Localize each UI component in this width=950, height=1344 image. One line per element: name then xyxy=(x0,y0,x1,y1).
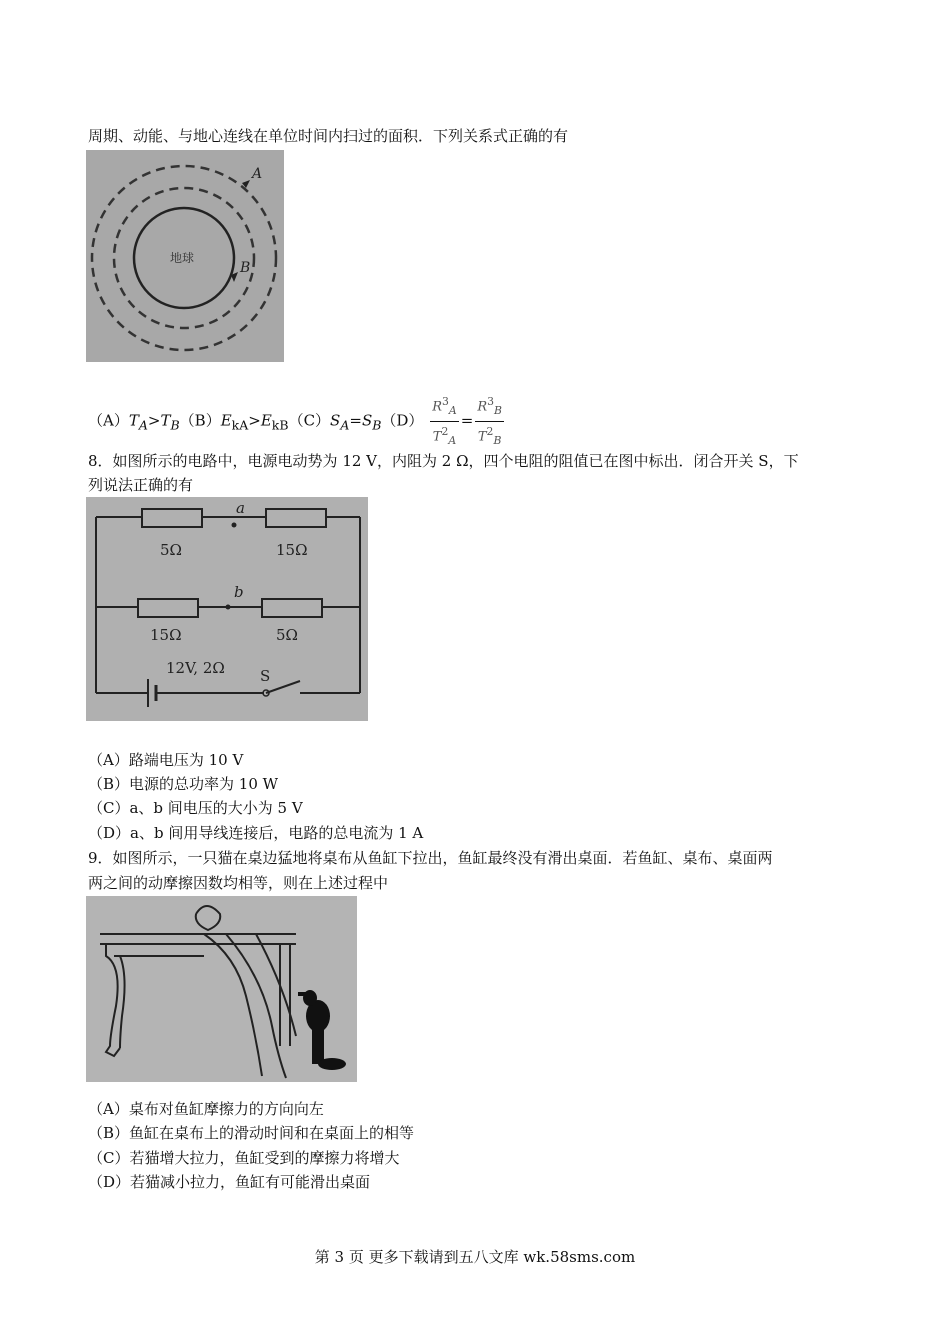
q8-stem-line1: 8．如图所示的电路中，电源电动势为 12 V，内阻为 2 Ω，四个电阻的阻值已在图中标出．闭合开关 S，下 xyxy=(88,452,799,470)
r4-label: 5Ω xyxy=(276,626,298,644)
node-a-label: a xyxy=(236,499,245,517)
orbit-figure xyxy=(86,150,284,362)
point-a-label: A xyxy=(252,166,263,182)
r1-label: 5Ω xyxy=(160,541,182,559)
page-footer: 第 3 页 更多下载请到五八文库 wk.58sms.com xyxy=(314,1248,636,1266)
q7-stem-tail: 周期、动能、与地心连线在单位时间内扫过的面积．下列关系式正确的有 xyxy=(88,127,569,145)
r2-label: 15Ω xyxy=(276,541,308,559)
switch-label: S xyxy=(260,667,271,685)
resistor-r2 xyxy=(266,509,326,527)
switch-blade xyxy=(266,681,300,693)
cat-table-drawing xyxy=(86,896,357,1082)
q9-option-c: （C）若猫增大拉力，鱼缸受到的摩擦力将增大 xyxy=(88,1149,400,1167)
q8-option-c: （C）a、b 间电压的大小为 5 V xyxy=(88,799,303,817)
q7-d-left-fraction: $\frac{R^3_A}{T^2_A}$ xyxy=(430,392,459,451)
q9-option-d: （D）若猫减小拉力，鱼缸有可能滑出桌面 xyxy=(88,1173,371,1191)
r3-label: 15Ω xyxy=(150,626,182,644)
q9-option-b: （B）鱼缸在桌布上的滑动时间和在桌面上的相等 xyxy=(88,1124,415,1142)
q8-option-a: （A）路端电压为 10 V xyxy=(88,751,244,769)
circuit-figure xyxy=(86,497,368,721)
cat-silhouette xyxy=(298,990,346,1070)
node-b-label: b xyxy=(234,583,244,601)
point-b-label: B xyxy=(240,260,251,276)
q7-d-right-fraction: $\frac{R^3_B}{T^2_B}$ xyxy=(475,392,504,451)
source-label: 12V, 2Ω xyxy=(166,659,225,677)
q8-option-b: （B）电源的总功率为 10 W xyxy=(88,775,279,793)
q9-stem-line1: 9．如图所示，一只猫在桌边猛地将桌布从鱼缸下拉出，鱼缸最终没有滑出桌面．若鱼缸、桌布、桌面两 xyxy=(88,849,773,867)
orbit-diagram xyxy=(86,150,284,362)
resistor-r3 xyxy=(138,599,198,617)
resistor-r1 xyxy=(142,509,202,527)
q8-stem-line2: 列说法正确的有 xyxy=(88,476,194,494)
earth-label: 地球 xyxy=(170,251,195,265)
q7-options: $(A)T_A>T_B(B)E_{kA}>E_{kB}(C)S_A=S_B(D)$ $\frac{R^3_A}{T^2_A}$ = $\frac{R^3_B}{T^2_B}$ xyxy=(88,392,506,451)
node-a-dot xyxy=(232,523,237,528)
circuit-diagram xyxy=(86,497,368,721)
resistor-r4 xyxy=(262,599,322,617)
cat-table-figure xyxy=(86,896,357,1082)
q8-option-d: （D）a、b 间用导线连接后，电路的总电流为 1 A xyxy=(88,824,424,842)
fish-bowl xyxy=(196,906,221,930)
q9-option-a: （A）桌布对鱼缸摩擦力的方向向左 xyxy=(88,1100,324,1118)
q9-stem-line2: 两之间的动摩擦因数均相等，则在上述过程中 xyxy=(88,874,389,892)
node-b-dot xyxy=(226,605,231,610)
